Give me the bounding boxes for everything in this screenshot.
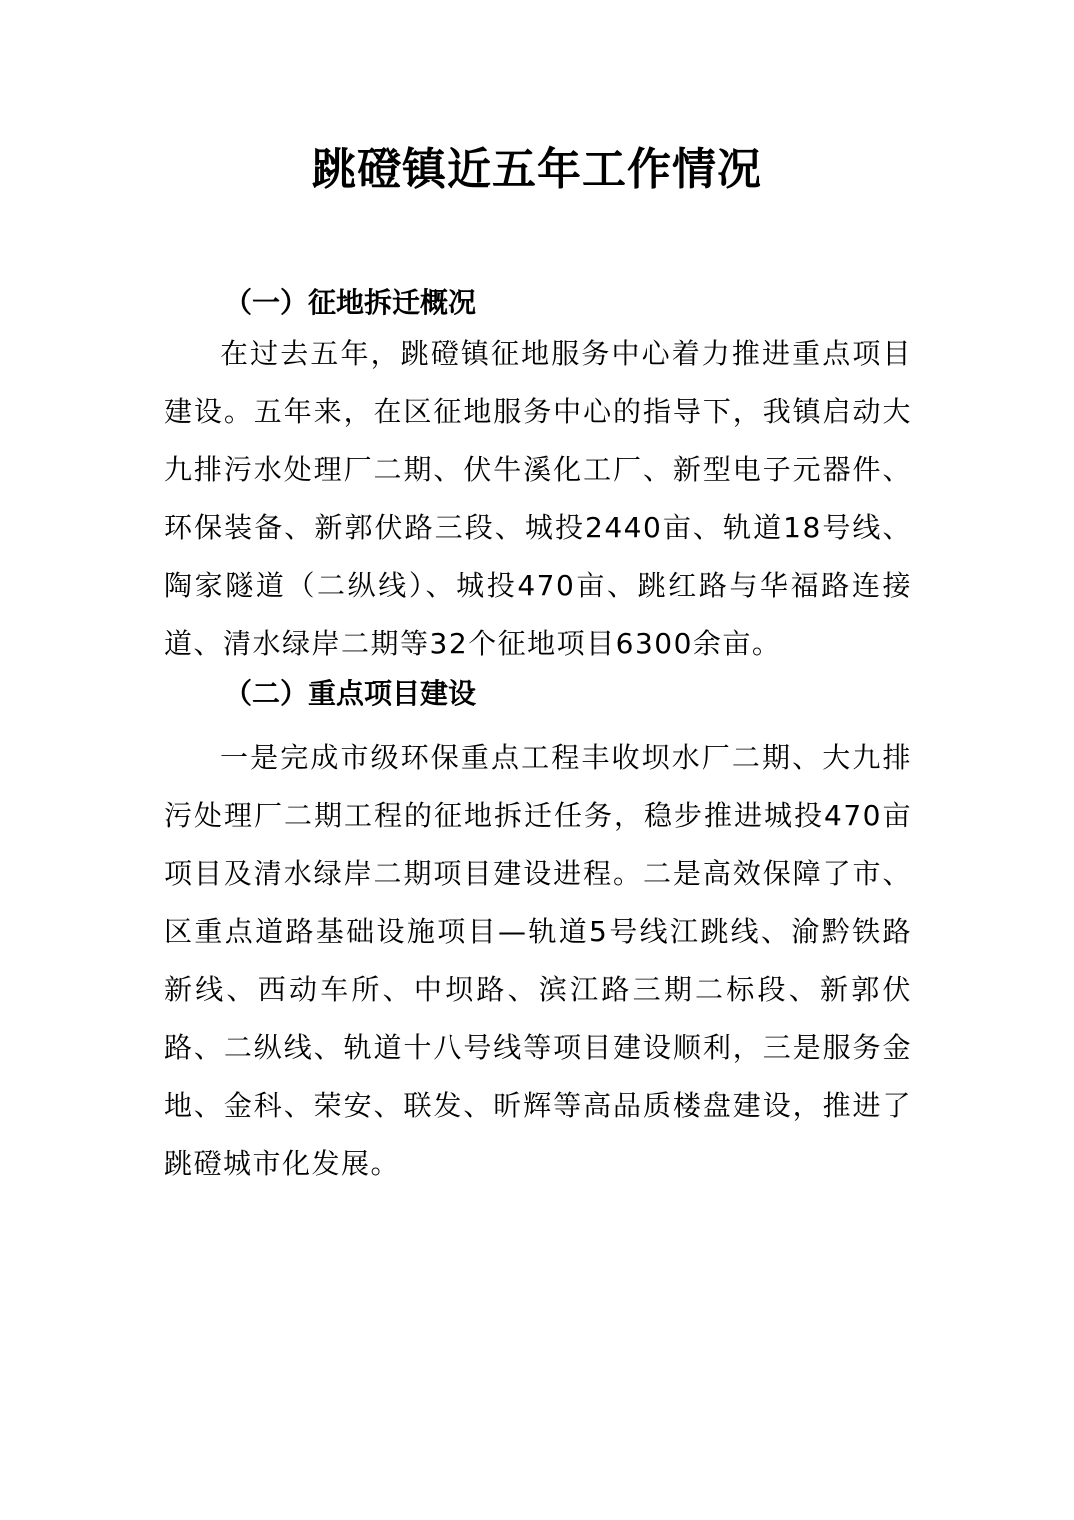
section-heading-land-acquisition: （一）征地拆迁概况 xyxy=(224,286,477,319)
section-heading-key-projects: （二）重点项目建设 xyxy=(224,677,477,710)
page-title: 跳磴镇近五年工作情况 xyxy=(312,144,762,195)
section-paragraph-land-acquisition: 在过去五年，跳磴镇征地服务中心着力推进重点项目建设。五年来，在区征地服务中心的指导下，我镇启动大九排污水处理厂二期、伏牛溪化工厂、新型电子元器件、环保装备、新郭伏路三段、城投2440亩、轨道18号线、陶家隧道（二纵线）、城投470亩、跳红路与华福路连接道、清水绿岸二期等32个征地项目6300余亩。 xyxy=(164,337,912,660)
section-paragraph-key-projects: 一是完成市级环保重点工程丰收坝水厂二期、大九排污处理厂二期工程的征地拆迁任务，稳步推进城投470亩项目及清水绿岸二期项目建设进程。二是高效保障了市、区重点道路基础设施项目—轨道5号线江跳线、渝黔铁路新线、西动车所、中坝路、滨江路三期二标段、新郭伏路、二纵线、轨道十八号线等项目建设顺利，三是服务金地、金科、荣安、联发、昕辉等高品质楼盘建设，推进了跳磴城市化发展。 xyxy=(164,741,912,1180)
